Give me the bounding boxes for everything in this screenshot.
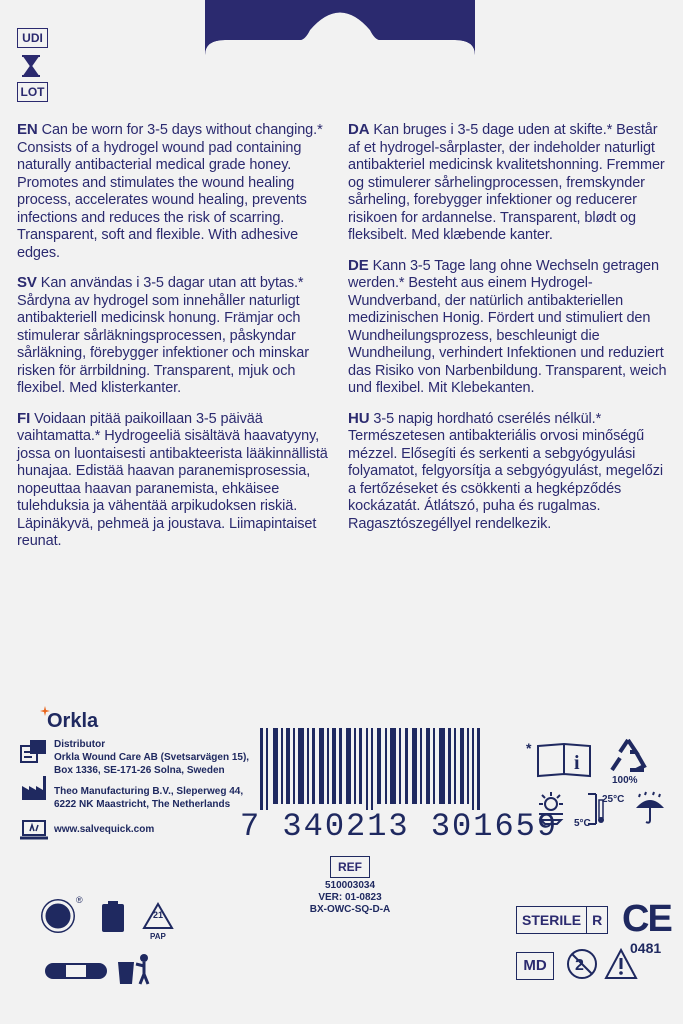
ref-label: REF [330, 856, 370, 878]
ref-number: 510003034 [324, 880, 376, 891]
website-link[interactable]: www.salvequick.com [54, 824, 155, 835]
manufacturer-line2: 6222 NK Maastricht, The Netherlands [54, 799, 231, 810]
lang-code-de: DE [348, 256, 369, 274]
ifu-asterisk: * [526, 740, 532, 756]
temp-low: 5°C [574, 818, 591, 829]
text-sv [17, 274, 337, 398]
text-hu [348, 410, 668, 534]
text-da-body: Kan bruges i 3-5 dage uden at skifte.* Består af et hydrogel-sårplaster, der indeholder naturligt antibakteriel medicinsk kvalitetshonning. Fremmer og stimulerer sårhelingprocessen, fremskynder sårheling, forebygger infektioner og reducerer risikoen for ardannelse. Transparent, blødt og fleksibelt. Med klæbende kanter. [348, 122, 665, 243]
lang-code-fi: FI [17, 409, 31, 427]
green-dot-icon [40, 898, 76, 934]
hang-hole-shape [205, 0, 475, 100]
sterile-r: R [586, 907, 607, 933]
barcode-digits: 7 340213 301659 [240, 808, 559, 845]
do-not-reuse-icon [566, 948, 598, 980]
instructions-for-use-icon [536, 742, 592, 778]
sterile-label [516, 906, 608, 934]
text-da [348, 121, 668, 245]
distributor-line2: Box 1336, SE-171-26 Solna, Sweden [54, 765, 225, 776]
text-fi-body: Voidaan pitää paikoillaan 3-5 päivää vaihtamatta.* Hydrogeeliä sisältävä haavatyyny, jossa on luontaisesti antibakteerista lääkinnällistä hunajaa. Edistää haavan paranemisprosessia, nopeuttaa haavan paranemista, ehkäisee tulehduksia ja vähentää arpikudoksen riskiä. Läpinäkyvä, pehmeä ja joustava. Liimapintaiset reunat. [17, 410, 328, 549]
svg-text:2: 2 [575, 957, 584, 974]
manufacturer-line1: Theo Manufacturing B.V., Sleperweg 44, [54, 786, 244, 797]
distributor-heading: Distributor [54, 739, 106, 750]
manufacturer-icon [20, 774, 48, 802]
recycle-icon [606, 736, 650, 776]
expiry-hourglass-icon [20, 54, 42, 78]
udi-label: UDI [17, 28, 48, 48]
ce-mark: CE [622, 898, 671, 940]
website-icon [20, 820, 48, 840]
text-hu-body: 3-5 napig hordható cserélés nélkül.* Természetesen antibakteriális orvosi minőségű mézzel. Elősegíti és serkenti a sebgyógyulási folyamatot, felgyorsítja a sebgyógyulást, megelőzi a fertőzéseket és csökkenti a hegképződés kockázatát. Átlátszó, puha és rugalmas. Ragasztószegéllyel rendelkezik. [348, 410, 663, 532]
lang-code-da: DA [348, 121, 370, 138]
plaster-icon [44, 960, 108, 982]
text-de [348, 257, 668, 398]
recycle-percent: 100% [612, 775, 638, 786]
text-sv-body: Kan användas i 3-5 dagar utan att bytas.* Sårdyna av hydrogel som innehåller naturligt antibakteriell medicinsk honung. Främjar och stimulerar sårläkningsprocessen, påskyndar sårläkning, förebygger infektioner och minskar risken för ärrbildning. Transparent, mjuk och flexibel. Med klisterkanter. [17, 275, 309, 396]
temp-high: 25°C [602, 794, 625, 805]
lot-label: LOT [17, 82, 48, 102]
ce-number: 0481 [630, 940, 662, 956]
ref-version: VER: 01-0823 [318, 892, 382, 903]
caution-icon [604, 948, 638, 980]
keep-dry-icon [632, 790, 668, 826]
text-en [17, 121, 337, 262]
keep-away-from-sunlight-icon [531, 790, 571, 826]
lang-code-en: EN [17, 121, 38, 138]
text-de-body: Kann 3-5 Tage lang ohne Wechseln getragen werden.* Besteht aus einem Hydrogel-Wundverband, der natürlich antibakteriellen medizinischen Honig. Fördert und stimuliert den Wundheilungsprozess, beschleunigt die Wundheilung, verhindert Infektionen und reduziert das Risiko von Narbenbildung. Transparent, weich und flexibel. Mit Klebekanten. [348, 257, 667, 396]
left-text-column [17, 121, 337, 560]
text-fi [17, 410, 337, 551]
svg-text:i: i [574, 752, 580, 774]
ref-code: BX-OWC-SQ-D-A [309, 904, 391, 915]
lang-code-hu: HU [348, 409, 370, 427]
orkla-logo: Orkla [47, 710, 99, 732]
distributor-info [54, 738, 249, 777]
sterile-text: STERILE [522, 912, 582, 928]
text-en-body: Can be worn for 3-5 days without changing.* Consists of a hydrogel wound pad containing naturally antibacterial medical grade honey. Promotes and stimulates the wound healing process, accelerates wound healing, prevents infections and reduces the risk of scarring. Transparent, soft and flexible. With adhesive edges. [17, 122, 323, 261]
pap-label: PAP [150, 932, 166, 941]
distributor-icon [20, 738, 48, 764]
registered-mark: ® [76, 895, 83, 905]
medical-device-label: MD [516, 952, 554, 980]
hang-hole [205, 0, 475, 100]
distributor-line1: Orkla Wound Care AB (Svetsarvägen 15), [54, 752, 250, 763]
ref-info [300, 880, 400, 916]
pap-number: 21 [153, 910, 164, 920]
trash-bin-icon [114, 952, 154, 986]
manufacturer-info [54, 785, 243, 811]
lang-code-sv: SV [17, 274, 37, 291]
dispose-packaging-icon [100, 900, 126, 934]
right-text-column [348, 121, 668, 542]
barcode [240, 728, 500, 810]
